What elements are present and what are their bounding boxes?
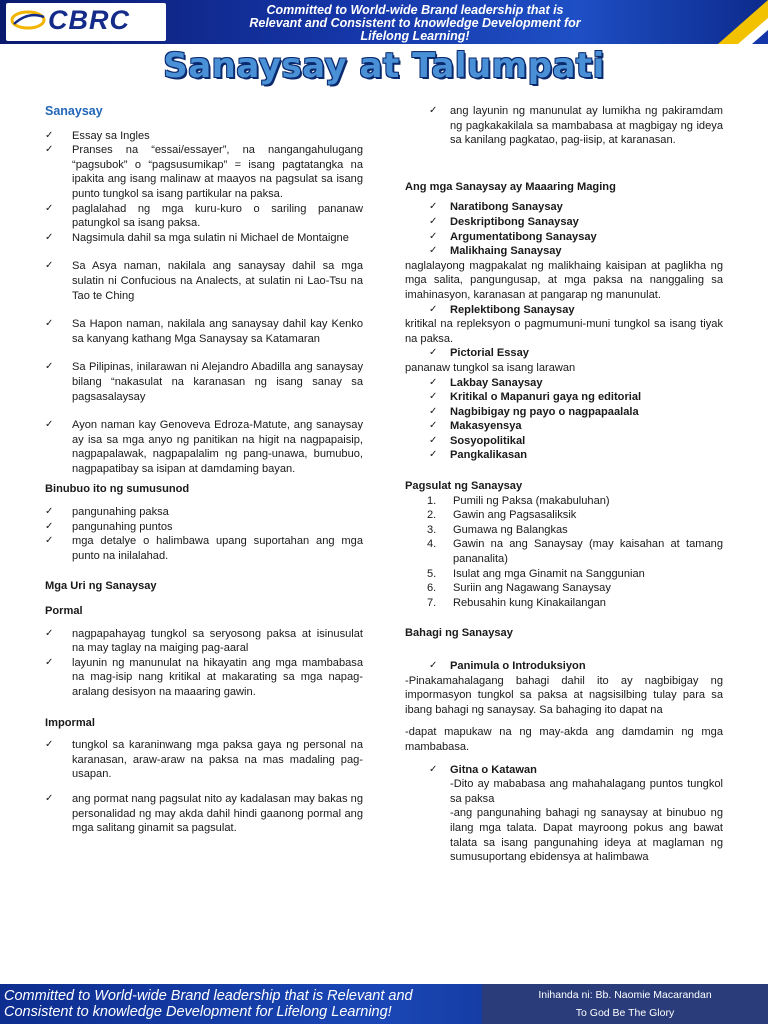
- list-item: ✓ Naratibong Sanaysay: [429, 201, 563, 214]
- list-item: ✓ ang pormat nang pagsulat nito ay kadalasan may bakas ng personalidad ng may akda dahil hindi gaanong pormal ang mga salitang ginamit sa pagsulat.: [45, 792, 363, 835]
- footer-tagline: [4, 988, 474, 1020]
- list-item: ✓ Pictorial Essay: [429, 347, 529, 360]
- logo-text: CBRC: [48, 5, 130, 35]
- list-item: ✓ Nagsimula dahil sa mga sulatin ni Michael de Montaigne: [45, 231, 349, 244]
- check-icon: ✓: [45, 361, 54, 373]
- types-list-b: [405, 376, 723, 464]
- list-item: ✓ Lakbay Sanaysay: [429, 376, 543, 389]
- list-item: ✓ pangunahing paksa: [45, 506, 169, 519]
- logo-swoosh-icon: [10, 9, 46, 31]
- pagsulat-steps: [405, 494, 723, 611]
- check-icon: ✓: [45, 419, 54, 431]
- footer-credit-box: [482, 984, 768, 1024]
- pagsulat-heading: Pagsulat ng Sanaysay: [405, 480, 523, 493]
- check-icon: ✓: [45, 202, 54, 214]
- check-icon: ✓: [45, 260, 54, 272]
- malikhain-description: naglalayong magpakalat ng malikhaing kaisipan at paglikha ng mga salita, pangungusap, at mga paksa na nanggaling sa imahinasyon, karanasan at pangarap ng manunulat.: [405, 259, 723, 301]
- list-item: ✓ nagpapahayag tungkol sa seryosong paksa at isinusulat na may taglay na maiging pag-aaral: [45, 627, 363, 655]
- check-icon: ✓: [429, 347, 438, 359]
- header-banner: [0, 0, 768, 44]
- bahagi-heading: Bahagi ng Sanaysay: [405, 627, 513, 640]
- check-icon: ✓: [45, 231, 54, 243]
- list-item: 5. Isulat ang mga Ginamit na Sanggunian: [427, 567, 645, 580]
- list-item: ✓ Pranses na “essai/essayer”, na nangangahulugang “pagsubok” o “pagsusumikap” = isang pagtatangka na ipakita ang isang malinaw at maayos na pagsulat sa isang punto tungkol sa isang partikular na paksa.: [45, 144, 363, 200]
- list-item: 4. Gawin na ang Sanaysay (may kaisahan at tamang pananalita): [427, 538, 723, 566]
- list-item: ✓ layunin ng manunulat na hikayatin ang mga mambabasa na mag-isip nang kritikal at makarating sa mga napag-aralang desisyon na maaaring gawin.: [45, 656, 363, 698]
- list-item: ✓ pangunahing puntos: [45, 520, 173, 533]
- sanaysay-heading: Sanaysay: [45, 104, 103, 118]
- check-icon: ✓: [429, 449, 438, 461]
- list-item: ✓ Gitna o Katawan: [429, 763, 537, 776]
- list-item: 6. Suriin ang Nagawang Sanaysay: [427, 582, 611, 595]
- list-item: ✓ Essay sa Ingles: [45, 129, 150, 142]
- list-item: ✓ Nagbibigay ng payo o nagpapaalala: [429, 405, 639, 418]
- list-item: ✓ Panimula o Introduksiyon: [429, 660, 586, 672]
- check-icon: ✓: [429, 660, 438, 671]
- header-tagline-line3: Lifelong Learning!: [360, 29, 470, 43]
- check-icon: ✓: [45, 656, 54, 668]
- panimula-description: -Pinakamahalagang bahagi dahil ito ay nagbibigay ng impormasyon tungkol sa paksa at nagsisilbing tulay para sa ibang bahagi ng sanaysay. Sa bahaging ito dapat na: [405, 674, 723, 716]
- check-icon: ✓: [45, 129, 54, 141]
- pictorial-description: pananaw tungkol sa isang larawan: [405, 361, 576, 374]
- header-corner-graphic: [708, 0, 768, 44]
- check-icon: ✓: [45, 318, 54, 330]
- impormal-heading: Impormal: [45, 716, 95, 729]
- types-list-a: [405, 200, 723, 258]
- pormal-list: [45, 627, 363, 700]
- check-icon: ✓: [429, 201, 438, 213]
- list-item: 1. Pumili ng Paksa (makabuluhan): [427, 494, 610, 507]
- check-icon: ✓: [429, 420, 438, 432]
- check-icon: ✓: [429, 303, 438, 315]
- check-icon: ✓: [45, 627, 54, 639]
- list-item: ✓ ang layunin ng manunulat ay lumikha ng pakiramdam ng pagkakakilala sa mambabasa at magbigay ng ideya sa kanilang pagkatao, pag-iisip, at karanasan.: [429, 105, 723, 147]
- check-icon: ✓: [45, 535, 54, 547]
- header-tagline-line1: Committed to World-wide Brand leadership that is: [266, 3, 564, 17]
- list-item: ✓ Argumentatibong Sanaysay: [429, 230, 597, 243]
- footer-banner: [0, 984, 768, 1024]
- panimula-description-2: -dapat mapukaw na ng may-akda ang damdamin ng mga mambabasa.: [405, 726, 723, 753]
- check-icon: ✓: [429, 763, 438, 775]
- list-item: 3. Gumawa ng Balangkas: [427, 523, 568, 536]
- check-icon: ✓: [429, 376, 438, 388]
- cbrc-logo: [6, 3, 166, 41]
- list-item: ✓ Malikhaing Sanaysay: [429, 245, 562, 258]
- footer-tagline-line1: Committed to World-wide Brand leadership that is Relevant and: [4, 988, 413, 1004]
- pictorial-list: [405, 346, 723, 361]
- prepared-by: Inihanda ni: Bb. Naomie Macarandan: [538, 989, 712, 1001]
- glory-text: To God Be The Glory: [575, 1007, 675, 1019]
- list-item: ✓ Pangkalikasan: [429, 449, 528, 462]
- check-icon: ✓: [45, 144, 54, 156]
- list-item: ✓ Replektibong Sanaysay: [429, 303, 575, 316]
- page-title: Sanaysay at Talumpati: [163, 46, 605, 86]
- check-icon: ✓: [429, 245, 438, 257]
- list-item: ✓ tungkol sa karaninwang mga paksa gaya ng personal na karanasan, araw-araw na paksa na mas madaling pag-usapan.: [45, 739, 363, 781]
- list-item: ✓ Kritikal o Mapanuri gaya ng editorial: [429, 391, 642, 404]
- list-item: ✓ Sa Asya naman, nakilala ang sanaysay dahil sa mga sulatin ni Confucious na Analects, at sulatin ni Lao-Tsu na Tao te Ching: [45, 260, 363, 302]
- left-column: [45, 104, 363, 836]
- check-icon: ✓: [429, 105, 438, 116]
- sanaysay-list: [45, 129, 363, 477]
- list-item: ✓ Sa Hapon naman, nakilala ang sanaysay dahil kay Kenko sa kanyang kathang Mga Sanaysay sa Katamaran: [45, 318, 363, 345]
- header-tagline: [200, 4, 630, 43]
- list-item: ✓ Deskriptibong Sanaysay: [429, 215, 579, 228]
- pormal-heading: Pormal: [45, 605, 83, 618]
- gitna-list: [405, 763, 723, 778]
- list-item: ✓ paglalahad ng mga kuru-kuro o sariling pananaw patungkol sa isang paksa.: [45, 202, 363, 230]
- maaaring-heading: Ang mga Sanaysay ay Maaaring Maging: [405, 180, 616, 193]
- list-item: 7. Rebusahin kung Kinakailangan: [427, 596, 606, 609]
- uri-heading: Mga Uri ng Sanaysay: [45, 580, 157, 593]
- right-column: [405, 104, 723, 865]
- check-icon: ✓: [429, 434, 438, 446]
- check-icon: ✓: [45, 792, 54, 804]
- impormal-list: [45, 738, 363, 836]
- list-item: ✓ Sa Pilipinas, inilarawan ni Alejandro Abadilla ang sanaysay bilang “nakasulat na karanasan ng isang sanay sa pagsasalaysay: [45, 361, 363, 403]
- check-icon: ✓: [429, 391, 438, 403]
- footer-tagline-line2: Consistent to knowledge Development for Lifelong Learning!: [4, 1004, 392, 1020]
- list-item: 2. Gawin ang Pagsasaliksik: [427, 509, 577, 522]
- list-item: ✓ Makasyensya: [429, 420, 522, 433]
- header-tagline-line2: Relevant and Consistent to knowledge Development for: [249, 16, 581, 30]
- intro-list: [405, 104, 723, 148]
- check-icon: ✓: [429, 405, 438, 417]
- panimula-list: [405, 659, 723, 674]
- check-icon: ✓: [45, 520, 54, 532]
- check-icon: ✓: [429, 230, 438, 242]
- replektibo-list: [405, 303, 723, 318]
- check-icon: ✓: [45, 506, 54, 518]
- binubuo-list: [45, 505, 363, 563]
- list-item: ✓ mga detalye o halimbawa upang suportahan ang mga punto na inilalahad.: [45, 535, 363, 562]
- list-item: ✓ Ayon naman kay Genoveva Edroza-Matute, ang sanaysay ay isa sa mga anyo ng panitikan na higit na nagpapaisip, nagpapalawak, nagpapalalim ng pang-unawa, bumubuo, nagpapatibay sa isipan at damdaming bayan.: [45, 419, 363, 475]
- check-icon: ✓: [45, 739, 54, 751]
- list-item: ✓ Sosyopolitikal: [429, 434, 526, 447]
- check-icon: ✓: [429, 215, 438, 227]
- gitna-description-2: -ang pangunahing bahagi ng sanaysay at binubuo ng ilang mga talata. Dapat mayroong pokus ang bawat talata sa isang pangunahing ideya at maglaman ng sumusuportang ebidensya at halimbawa: [450, 807, 723, 864]
- binubuo-heading: Binubuo ito ng sumusunod: [45, 483, 190, 496]
- replektibo-description: kritikal na repleksyon o pagmumuni-muni tungkol sa isang tiyak na paksa.: [405, 318, 723, 345]
- gitna-description-1: -Dito ay mababasa ang mahahalagang puntos tungkol sa paksa: [450, 778, 723, 805]
